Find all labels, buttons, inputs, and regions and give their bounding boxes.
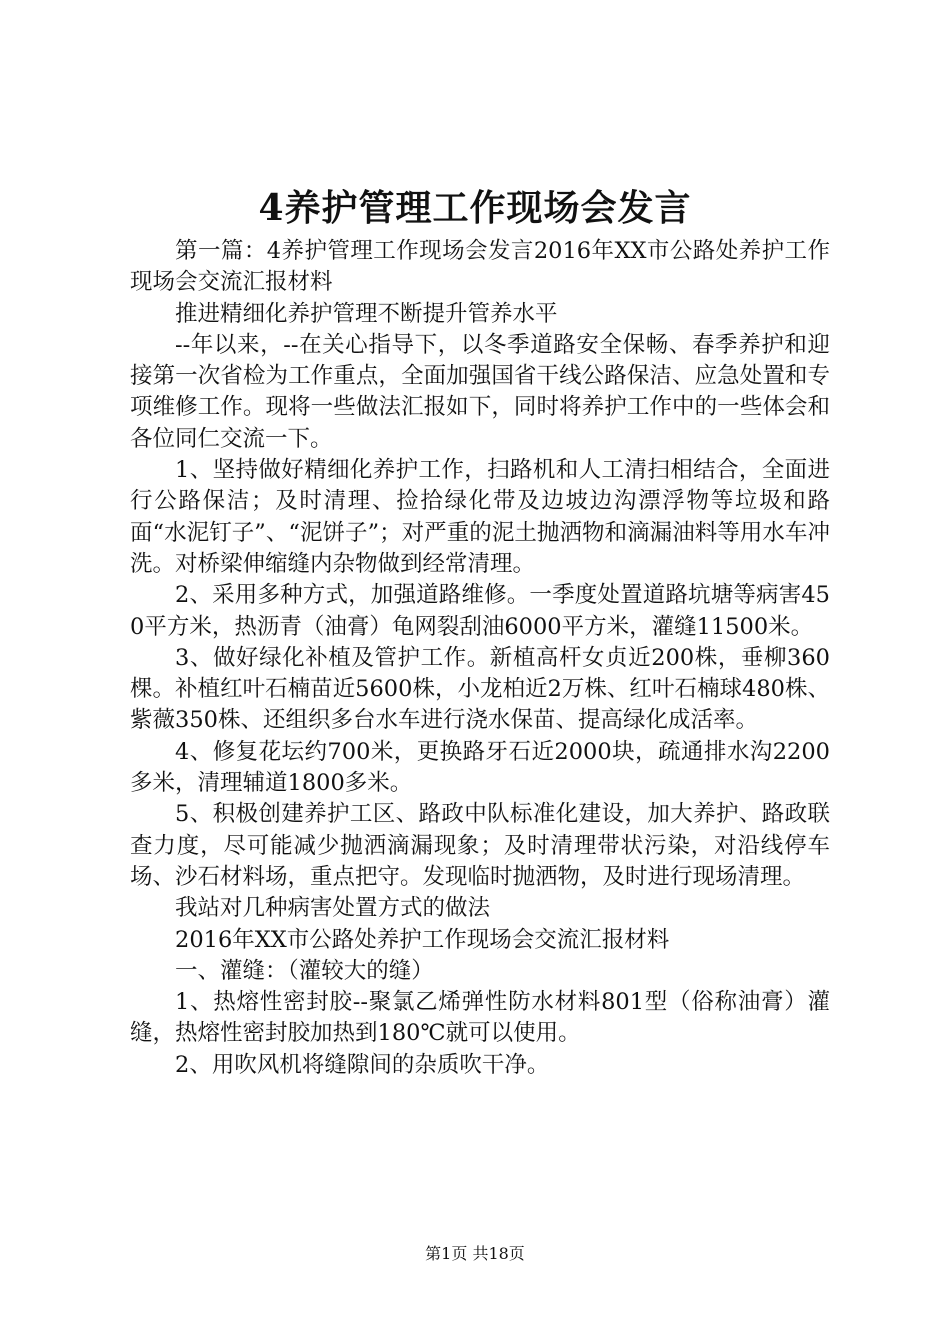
paragraph: 2、采用多种方式，加强道路维修。一季度处置道路坑塘等病害450平方米，热沥青（油膏）龟网裂刮油6000平方米，灌缝11500米。 — [130, 582, 830, 640]
paragraph: 一、灌缝：（灌较大的缝） — [175, 957, 434, 984]
paragraph: 1、坚持做好精细化养护工作，扫路机和人工清扫相结合，全面进行公路保洁；及时清理、捡拾绿化带及边坡边沟漂浮物等垃圾和路面“水泥钉子”、“泥饼子”；对严重的泥土抛洒物和滴漏油料等用水车冲洗。对桥梁伸缩缝内杂物做到经常清理。 — [130, 457, 830, 577]
paragraph: 4、修复花坛约700米，更换路牙石近2000块，疏通排水沟2200多米，清理辅道1800多米。 — [130, 738, 830, 797]
document-body — [130, 236, 830, 1081]
paragraph: 第一篇：4养护管理工作现场会发言2016年XX市公路处养护工作现场会交流汇报材料 — [130, 238, 830, 296]
paragraph: --年以来，--在关心指导下，以冬季道路安全保畅、春季养护和迎接第一次省检为工作重点，全面加强国省干线公路保洁、应急处置和专项维修工作。现将一些做法汇报如下，同时将养护工作中的一些体会和各位同仁交流一下。 — [130, 331, 830, 452]
page-number-footer: 第1页 共18页 — [425, 1244, 525, 1263]
paragraph: 推进精细化养护管理不断提升管养水平 — [175, 300, 558, 327]
paragraph: 2、用吹风机将缝隙间的杂质吹干净。 — [175, 1051, 550, 1078]
paragraph: 3、做好绿化补植及管护工作。新植高杆女贞近200株，垂柳360棵。补植红叶石楠苗近5600株，小龙柏近2万株、红叶石楠球480株、紫薇350株、还组织多台水车进行浇水保苗、提高绿化成活率。 — [130, 644, 830, 734]
paragraph: 我站对几种病害处置方式的做法 — [175, 895, 491, 922]
paragraph: 1、热熔性密封胶--聚氯乙烯弹性防水材料801型（俗称油膏）灌缝，热熔性密封胶加热到180℃就可以使用。 — [130, 989, 830, 1047]
paragraph: 5、积极创建养护工区、路政中队标准化建设，加大养护、路政联查力度，尽可能减少抛洒滴漏现象；及时清理带状污染，对沿线停车场、沙石材料场，重点把守。发现临时抛洒物，及时进行现场清理。 — [130, 801, 830, 890]
paragraph: 2016年XX市公路处养护工作现场会交流汇报材料 — [175, 926, 670, 953]
document-title: 4养护管理工作现场会发言 — [258, 187, 692, 229]
